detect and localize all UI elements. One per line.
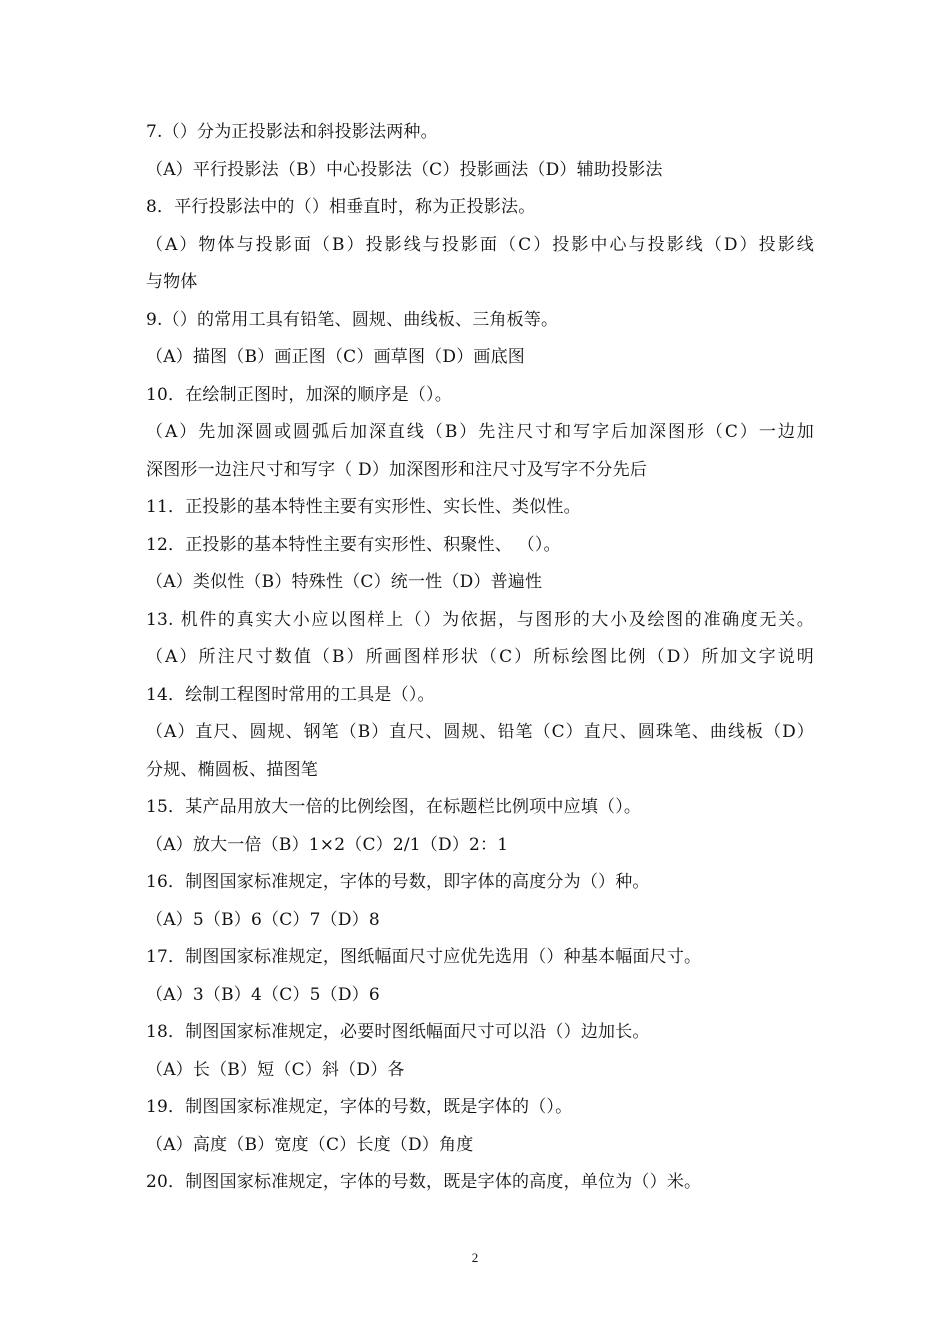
question-9: 9.（）的常用工具有铅笔、圆规、曲线板、三角板等。	[146, 309, 559, 330]
question-18-options: （A）长（B）短（C）斜（D）各	[146, 1059, 405, 1080]
question-17-options: （A）3（B）4（C）5（D）6	[146, 984, 380, 1005]
question-14-options-cont: 分规、椭圆板、描图笔	[146, 759, 318, 780]
question-7: 7.（）分为正投影法和斜投影法两种。	[146, 122, 438, 142]
question-16-options: （A）5（B）6（C）7（D）8	[146, 909, 380, 930]
question-20: 20．制图国家标准规定，字体的号数，既是字体的高度，单位为（）米。	[146, 1172, 702, 1192]
question-list	[146, 114, 814, 1202]
question-19-options: （A）高度（B）宽度（C）长度（D）角度	[146, 1134, 474, 1155]
question-19: 19．制图国家标准规定，字体的号数，既是字体的（）。	[146, 1097, 573, 1117]
question-8-options: （A）物体与投影面（B）投影线与投影面（C）投影中心与投影线（D）投影线	[146, 234, 814, 255]
question-11: 11．正投影的基本特性主要有实形性、实长性、类似性。	[146, 497, 581, 517]
question-13: 13. 机件的真实大小应以图样上（）为依据，与图形的大小及绘图的准确度无关。	[146, 609, 814, 630]
question-12: 12．正投影的基本特性主要有实形性、积聚性、 （）。	[146, 534, 561, 555]
question-10-options-cont: 深图形一边注尺寸和写字（ D）加深图形和注尺寸及写字不分先后	[146, 459, 648, 480]
question-9-options: （A）描图（B）画正图（C）画草图（D）画底图	[146, 347, 526, 367]
question-14: 14．绘制工程图时常用的工具是（）。	[146, 684, 435, 705]
question-14-options: （A）直尺、圆规、钢笔（B）直尺、圆规、铅笔（C）直尺、圆珠笔、曲线板（D）	[146, 722, 814, 742]
question-17: 17．制图国家标准规定，图纸幅面尺寸应优先选用（）种基本幅面尺寸。	[146, 947, 702, 967]
question-12-options: （A）类似性（B）特殊性（C）统一性（D）普遍性	[146, 572, 543, 592]
question-15: 15．某产品用放大一倍的比例绘图，在标题栏比例项中应填（）。	[146, 797, 642, 817]
question-10-options: （A）先加深圆或圆弧后加深直线（B）先注尺寸和写字后加深图形（C）一边加	[146, 422, 814, 442]
question-13-options: （A）所注尺寸数值（B）所画图样形状（C）所标绘图比例（D）所加文字说明	[146, 647, 814, 667]
question-18: 18．制图国家标准规定，必要时图纸幅面尺寸可以沿（）边加长。	[146, 1022, 650, 1042]
question-15-options: （A）放大一倍（B）1×2（C）2/1（D）2：1	[146, 834, 509, 855]
page-number: 2	[471, 1250, 479, 1265]
question-8-options-cont: 与物体	[146, 272, 198, 292]
question-10: 10．在绘制正图时，加深的顺序是（）。	[146, 384, 452, 405]
question-16: 16．制图国家标准规定，字体的号数，即字体的高度分为（）种。	[146, 872, 650, 892]
question-8: 8．平行投影法中的（）相垂直时，称为正投影法。	[146, 197, 536, 217]
question-7-options: （A）平行投影法（B）中心投影法（C）投影画法（D）辅助投影法	[146, 159, 663, 180]
